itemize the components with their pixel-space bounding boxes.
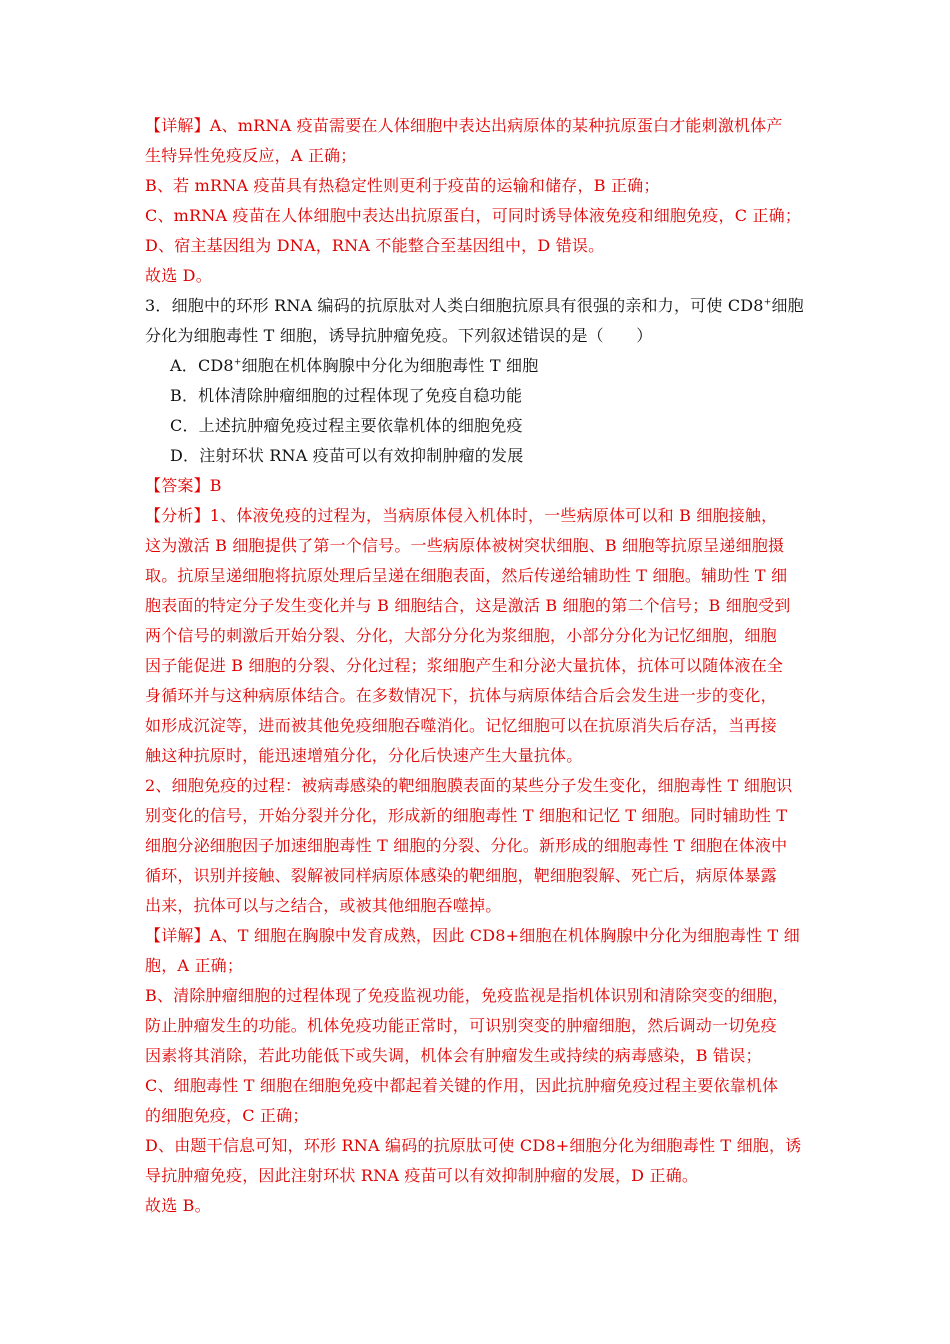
analysis-line: 2、细胞免疫的过程：被病毒感染的靶细胞膜表面的某些分子发生变化，细胞毒性 T 细胞识 (145, 776, 793, 795)
superscript: + (763, 297, 772, 308)
detail-line: 因素将其消除，若此功能低下或失调，机体会有肿瘤发生或持续的病毒感染，B 错误； (145, 1046, 762, 1065)
detail-section (145, 921, 810, 1221)
detail-line: C、细胞毒性 T 细胞在细胞免疫中都起着关键的作用，因此抗肿瘤免疫过程主要依靠机体 (145, 1076, 779, 1095)
detail-line: 【详解】A、mRNA 疫苗需要在人体细胞中表达出病原体的某种抗原蛋白才能刺激机体产 (145, 116, 783, 135)
detail-line: D、宿主基因组为 DNA，RNA 不能整合至基因组中，D 错误。 (145, 236, 605, 255)
option-text: 细胞在机体胸腺中分化为细胞毒性 T 细胞 (241, 356, 539, 375)
question-3 (145, 291, 810, 1221)
analysis-line: 取。抗原呈递细胞将抗原处理后呈递在细胞表面，然后传递给辅助性 T 细胞。辅助性 T 细 (145, 566, 788, 585)
analysis-line: 胞表面的特定分子发生变化并与 B 细胞结合，这是激活 B 细胞的第二个信号；B 细胞受到 (145, 596, 791, 615)
analysis-line: 身循环并与这种病原体结合。在多数情况下，抗体与病原体结合后会发生进一步的变化， (145, 686, 777, 705)
stem-text: 细胞 (771, 296, 804, 315)
option-d: D．注射环状 RNA 疫苗可以有效抑制肿瘤的发展 (170, 446, 524, 465)
detail-line: D、由题干信息可知，环形 RNA 编码的抗原肽可使 CD8+细胞分化为细胞毒性 T 细胞，诱 (145, 1136, 802, 1155)
analysis-line: 因子能促进 B 细胞的分裂、分化过程；浆细胞产生和分泌大量抗体，抗体可以随体液在全 (145, 656, 784, 675)
analysis-line: 这为激活 B 细胞提供了第一个信号。一些病原体被树突状细胞、B 细胞等抗原呈递细胞摄 (145, 536, 785, 555)
analysis-line: 两个信号的刺激后开始分裂、分化，大部分分化为浆细胞，小部分分化为记忆细胞，细胞 (145, 626, 777, 645)
analysis-section (145, 501, 810, 921)
question-stem-line (145, 291, 810, 321)
detail-conclusion: 故选 B。 (145, 1196, 211, 1215)
detail-line: B、若 mRNA 疫苗具有热稳定性则更利于疫苗的运输和储存，B 正确； (145, 176, 660, 195)
question-stem-line: 分化为细胞毒性 T 细胞，诱导抗肿瘤免疫。下列叙述错误的是（ ） (145, 326, 653, 345)
option-b: B．机体清除肿瘤细胞的过程体现了免疫自稳功能 (170, 386, 523, 405)
analysis-line: 出来，抗体可以与之结合，或被其他细胞吞噬掉。 (145, 896, 502, 915)
option-c: C．上述抗肿瘤免疫过程主要依靠机体的细胞免疫 (170, 416, 523, 435)
analysis-line: 【分析】1、体液免疫的过程为，当病原体侵入机体时，一些病原体可以和 B 细胞接触， (145, 506, 778, 525)
analysis-line: 细胞分泌细胞因子加速细胞毒性 T 细胞的分裂、分化。新形成的细胞毒性 T 细胞在体液中 (145, 836, 788, 855)
detail-line: 防止肿瘤发生的功能。机体免疫功能正常时，可识别突变的肿瘤细胞，然后调动一切免疫 (145, 1016, 777, 1035)
document-page (145, 111, 810, 1221)
analysis-line: 触这种抗原时，能迅速增殖分化，分化后快速产生大量抗体。 (145, 746, 583, 765)
detail-conclusion: 故选 D。 (145, 266, 212, 285)
detail-line: 导抗肿瘤免疫，因此注射环状 RNA 疫苗可以有效抑制肿瘤的发展，D 正确。 (145, 1166, 699, 1185)
detail-line: 胞，A 正确； (145, 956, 244, 975)
analysis-line: 循环，识别并接触、裂解被同样病原体感染的靶细胞，靶细胞裂解、死亡后，病原体暴露 (145, 866, 777, 885)
detail-line: 【详解】A、T 细胞在胸腺中发育成熟，因此 CD8+细胞在机体胸腺中分化为细胞毒性 T 细 (145, 926, 800, 945)
detail-line: B、清除肿瘤细胞的过程体现了免疫监视功能，免疫监视是指机体识别和清除突变的细胞， (145, 986, 789, 1005)
detail-line: 的细胞免疫，C 正确； (145, 1106, 309, 1125)
detail-line: C、mRNA 疫苗在人体细胞中表达出抗原蛋白，可同时诱导体液免疫和细胞免疫，C 正确； (145, 206, 802, 225)
answer-label: 【答案】B (145, 476, 222, 495)
option-text: A．CD8 (170, 356, 234, 375)
option-a (145, 351, 810, 381)
detail-line: 生特异性免疫反应，A 正确； (145, 146, 357, 165)
analysis-line: 别变化的信号，开始分裂并分化，形成新的细胞毒性 T 细胞和记忆 T 细胞。同时辅助性 T (145, 806, 788, 825)
section1-detail (145, 111, 810, 291)
analysis-line: 如形成沉淀等，进而被其他免疫细胞吞噬消化。记忆细胞可以在抗原消失后存活，当再接 (145, 716, 777, 735)
superscript: + (233, 357, 242, 368)
stem-text: 3．细胞中的环形 RNA 编码的抗原肽对人类白细胞抗原具有很强的亲和力，可使 CD8 (145, 296, 764, 315)
